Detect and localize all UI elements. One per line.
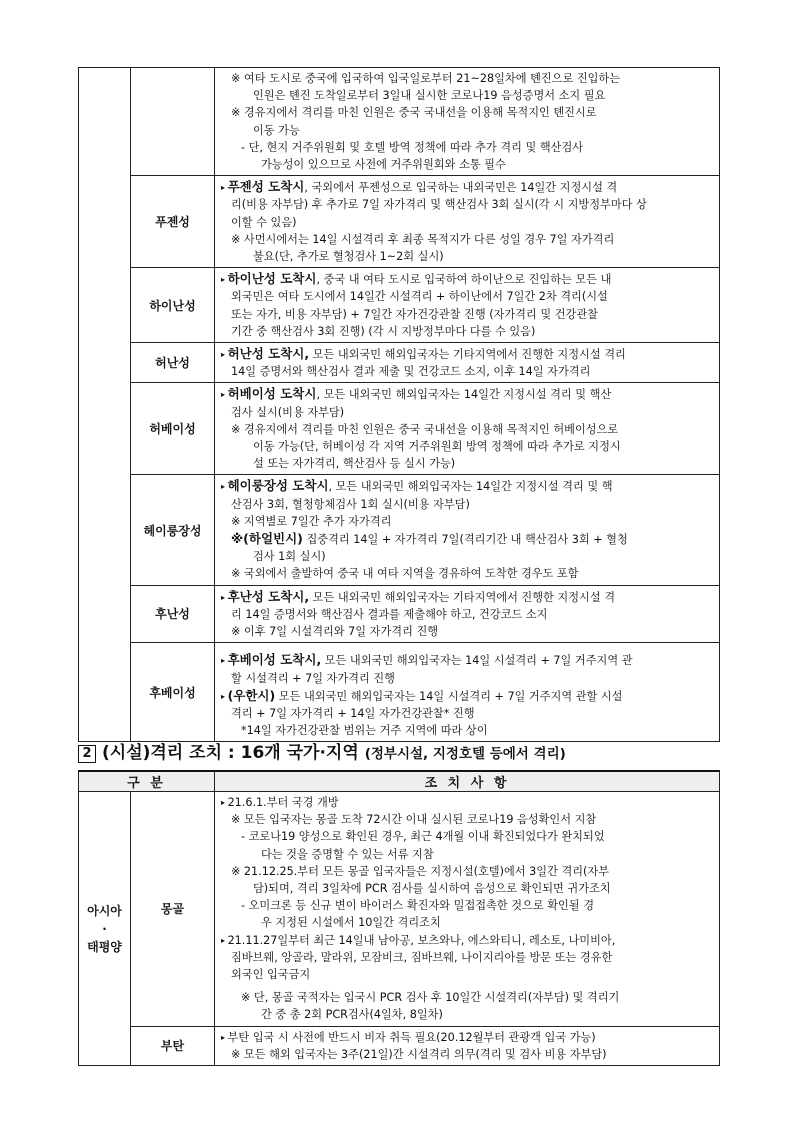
province-name: 푸젠성 — [131, 176, 215, 268]
content-line — [221, 565, 713, 582]
bullet-triangle-icon: ▸ — [221, 183, 228, 193]
bold-lead: (우한시) — [227, 687, 276, 703]
content-line — [221, 214, 713, 231]
bullet-triangle-icon: ▸ — [221, 691, 228, 701]
measures-cell — [215, 792, 720, 1027]
line-text: 모든 내외국민 해외입국자는 기타지역에서 진행한 지정시설 격리 — [309, 348, 626, 362]
line-text: 가능성이 있으므로 사전에 거주위원회와 소통 필수 — [261, 158, 506, 172]
region-part: 아시아 — [87, 903, 122, 918]
table-row — [79, 68, 720, 176]
content-line — [221, 880, 713, 897]
line-text: 모든 내외국민 해외입국자는 14일 시설격리 + 7일 거주지역 관 — [321, 654, 633, 668]
province-name: 허난성 — [131, 343, 215, 383]
line-text: ※ 모든 입국자는 몽골 도착 72시간 이내 실시된 코로나19 음성확인서 지참 — [231, 813, 597, 827]
content-line — [221, 932, 713, 949]
content-line — [221, 421, 713, 438]
province-name: 후난성 — [131, 585, 215, 643]
header-measures: 조 치 사 항 — [215, 771, 720, 792]
line-text: 짐바브웨, 앙골라, 말라위, 모잠비크, 짐바브웨, 나이지리아를 방문 또는 경유한 — [231, 950, 613, 964]
line-text: ※ 사먼시에서는 14일 시설격리 후 최종 목적지가 다른 성일 경우 7일 자가격리 — [231, 232, 615, 246]
line-text: 담)되며, 격리 3일차에 PCR 검사를 실시하여 음성으로 확인되면 귀가조치 — [253, 882, 611, 896]
province-table — [78, 67, 720, 742]
header-category: 구 분 — [79, 771, 215, 792]
content-line — [221, 949, 713, 966]
content-line — [221, 548, 713, 565]
content-line — [221, 323, 713, 340]
region-part: · — [102, 921, 107, 936]
measures-cell — [215, 475, 720, 585]
content-line — [221, 722, 713, 739]
section-note: (정부시설, 지정호텔 등에서 격리) — [364, 746, 566, 762]
bullet-triangle-icon: ▸ — [221, 390, 228, 400]
line-text: 간 중 총 2회 PCR검사(4일차, 8일차) — [261, 1008, 443, 1022]
content-line — [221, 811, 713, 828]
measures-cell — [215, 643, 720, 742]
bold-lead: ※(하얼빈시) — [231, 531, 303, 547]
line-text: 리(비용 자부담) 후 추가로 7일 자가격리 및 핵산검사 3회 실시(각 시 지방정부마다 상 — [231, 198, 647, 212]
line-text: 인원은 톈진 도착일로부터 3일내 실시한 코로나19 음성증명서 소지 필요 — [253, 89, 606, 103]
bullet-triangle-icon: ▸ — [221, 656, 228, 666]
line-text: , 모든 내외국민 해외입국자는 14일간 지정시설 격리 및 핵산 — [316, 388, 612, 402]
line-text: 다는 것을 증명할 수 있는 서류 지참 — [261, 847, 434, 861]
bullet-triangle-icon: ▸ — [221, 935, 228, 945]
content-line — [221, 530, 713, 548]
content-line — [221, 651, 713, 669]
region-cell — [79, 792, 131, 1066]
line-text: 모든 내외국민 해외입국자는 기타지역에서 진행한 지정시설 격 — [309, 590, 616, 604]
measures-cell — [215, 1026, 720, 1065]
table-header-row — [79, 771, 720, 792]
bold-lead: 후난성 도착시, — [227, 588, 310, 604]
table-row — [79, 643, 720, 742]
section-title: (시설)격리 조치 : 16개 국가·지역 — [102, 743, 359, 763]
content-line — [221, 606, 713, 623]
table-row — [79, 1026, 720, 1065]
bullet-triangle-icon: ▸ — [221, 482, 228, 492]
content-line — [221, 477, 713, 495]
line-text: ※ 이후 7일 시설격리와 7일 자가격리 진행 — [231, 625, 439, 639]
measures-cell — [215, 383, 720, 475]
content-line — [221, 196, 713, 213]
line-text: ※ 여타 도시로 중국에 입국하여 입국일로부터 21~28일차에 톈진으로 진입하는 — [231, 72, 621, 85]
measures-cell — [215, 343, 720, 383]
table-row — [79, 475, 720, 585]
line-text: 21.11.27일부터 최근 14일내 남아공, 보츠와나, 에스와티니, 레소토, 나미비아, — [227, 933, 616, 947]
region-cell — [79, 68, 131, 742]
content-line — [221, 1046, 713, 1063]
content-line — [221, 794, 713, 811]
bold-lead: 푸젠성 도착시 — [227, 179, 305, 195]
measures-cell — [215, 176, 720, 268]
content-line — [221, 438, 713, 455]
table-row — [79, 268, 720, 343]
line-text: 외국민은 여타 도시에서 14일간 시설격리 + 하이난에서 7일간 2차 격리(시설 — [231, 290, 608, 304]
content-line — [221, 914, 713, 931]
line-text: 설 또는 자가격리, 핵산검사 등 실시 가능) — [253, 457, 456, 471]
section-number: 2 — [78, 745, 96, 763]
bold-lead: 후베이성 도착시, — [227, 652, 322, 668]
line-text: ※ 21.12.25.부터 모든 몽골 입국자들은 지정시설(호텔)에서 3일간 격리(자부 — [231, 864, 610, 878]
line-text: 이할 수 있음) — [231, 215, 297, 229]
region-part: 태평양 — [87, 939, 122, 954]
line-text: 할 시설격리 + 7일 자가격리 진행 — [231, 671, 395, 685]
content-line — [221, 1029, 713, 1046]
line-text: - 오미크론 등 신규 변이 바이러스 확진자와 밀접접촉한 것으로 확인될 경 — [241, 899, 595, 913]
content-line — [221, 705, 713, 722]
content-line — [221, 496, 713, 513]
content-line — [221, 404, 713, 421]
content-line — [221, 178, 713, 196]
line-text: ※ 경유지에서 격리를 마친 인원은 중국 국내선을 이용해 목적지인 허베이성으로 — [231, 422, 619, 436]
province-name — [131, 68, 215, 176]
content-line — [221, 87, 713, 104]
line-text: - 코로나19 양성으로 확인된 경우, 최근 4개월 이내 확진되었다가 완치되었 — [241, 830, 605, 844]
line-text: 불요(단, 추가로 혈청검사 1~2회 실시) — [253, 250, 444, 264]
province-name: 허베이성 — [131, 383, 215, 475]
content-line — [221, 846, 713, 863]
province-name: 후베이성 — [131, 643, 215, 742]
line-text: 부탄 입국 시 사전에 반드시 비자 취득 필요(20.12월부터 관광객 입국 가능) — [227, 1030, 596, 1044]
content-line — [221, 455, 713, 472]
content-line — [221, 670, 713, 687]
country-name: 몽골 — [131, 792, 215, 1027]
province-name: 헤이룽장성 — [131, 475, 215, 585]
bullet-triangle-icon: ▸ — [221, 1032, 228, 1042]
line-text: 산검사 3회, 혈청항체검사 1회 실시(비용 자부담) — [231, 497, 470, 511]
content-line — [221, 385, 713, 403]
content-line — [221, 345, 713, 363]
line-text: 외국인 입국금지 — [231, 968, 311, 982]
bullet-triangle-icon: ▸ — [221, 275, 228, 285]
line-text: 집중격리 14일 + 자가격리 7일(격리기간 내 핵산검사 3회 + 혈청 — [302, 533, 628, 547]
province-name: 하이난성 — [131, 268, 215, 343]
measures-cell — [215, 585, 720, 643]
content-line — [221, 122, 713, 139]
country-table — [78, 770, 720, 1066]
region-name — [79, 902, 130, 956]
line-text: 검사 1회 실시) — [253, 550, 326, 564]
bold-lead: 허난성 도착시, — [227, 346, 310, 362]
line-text: 또는 자가, 비용 자부담) + 7일간 자가건강관찰 진행 (자가격리 및 건강관찰 — [231, 307, 598, 321]
bullet-triangle-icon: ▸ — [221, 350, 228, 360]
measures-cell — [215, 268, 720, 343]
content-line — [221, 104, 713, 121]
country-name: 부탄 — [131, 1026, 215, 1065]
bold-lead: 헤이룽장성 도착시 — [227, 478, 329, 494]
content-line — [221, 513, 713, 530]
bold-lead: 허베이성 도착시 — [227, 386, 317, 402]
content-line — [221, 687, 713, 705]
line-text: 이동 가능(단, 허베이성 각 지역 거주위원회 방역 정책에 따라 추가로 지정시 — [253, 440, 621, 454]
line-text: ※ 경유지에서 격리를 마친 인원은 중국 국내선을 이용해 목적지인 톈진시로 — [231, 106, 597, 120]
line-text: 리 14일 증명서와 핵산검사 결과를 제출해야 하고, 건강코드 소지 — [231, 607, 548, 621]
measures-cell — [215, 68, 720, 176]
table-row — [79, 176, 720, 268]
content-line — [221, 288, 713, 305]
line-text: ※ 단, 몽골 국적자는 입국시 PCR 검사 후 10일간 시설격리(자부담) 및 격리기 — [241, 991, 620, 1005]
line-text: 이동 가능 — [253, 123, 300, 137]
content-line — [221, 270, 713, 288]
content-line — [221, 863, 713, 880]
line-text: , 국외에서 푸젠성으로 입국하는 내외국민은 14일간 지정시설 격 — [304, 181, 618, 195]
content-line — [221, 588, 713, 606]
table-row — [79, 585, 720, 643]
line-text: - 단, 현지 거주위원회 및 호텔 방역 정책에 따라 추가 격리 및 핵산검사 — [241, 140, 584, 154]
content-line — [221, 828, 713, 845]
content-line — [221, 966, 713, 983]
content-line — [221, 70, 713, 87]
content-line — [221, 231, 713, 248]
line-text: 모든 내외국민 해외입국자는 14일 시설격리 + 7일 거주지역 관할 시설 — [275, 689, 623, 703]
bullet-triangle-icon: ▸ — [221, 798, 228, 807]
content-line — [221, 139, 713, 156]
content-line — [221, 248, 713, 265]
content-line — [221, 989, 713, 1006]
line-text: 우 지정된 시설에서 10일간 격리조치 — [261, 916, 441, 930]
content-line — [221, 897, 713, 914]
section-2-heading — [78, 738, 566, 763]
content-line — [221, 156, 713, 173]
content-line — [221, 306, 713, 323]
line-text: 검사 실시(비용 자부담) — [231, 405, 345, 419]
line-text: ※ 지역별로 7일간 추가 자가격리 — [231, 514, 392, 528]
line-text: 격리 + 7일 자가격리 + 14일 자가건강관찰* 진행 — [231, 706, 475, 720]
line-text: *14일 자가건강관찰 범위는 거주 지역에 따라 상이 — [241, 724, 488, 738]
line-text: ※ 모든 해외 입국자는 3주(21일)간 시설격리 의무(격리 및 검사 비용 자부담) — [231, 1047, 607, 1061]
bold-lead: 하이난성 도착시 — [227, 271, 317, 287]
table-row — [79, 792, 720, 1027]
content-line — [221, 1006, 713, 1023]
line-text: 14일 증명서와 핵산검사 결과 제출 및 건강코드 소지, 이후 14일 자가격리 — [231, 365, 591, 379]
line-text: ※ 국외에서 출발하여 중국 내 여타 지역을 경유하여 도착한 경우도 포함 — [231, 567, 579, 581]
table-row — [79, 343, 720, 383]
line-text: 기간 중 핵산검사 3회 진행) (각 시 지방정부마다 다를 수 있음) — [231, 324, 536, 338]
line-text: , 모든 내외국민 해외입국자는 14일간 지정시설 격리 및 핵 — [328, 480, 613, 494]
line-text: 21.6.1.부터 국경 개방 — [227, 796, 339, 809]
table-row — [79, 383, 720, 475]
content-line — [221, 623, 713, 640]
line-text: , 중국 내 여타 도시로 입국하여 하이난으로 진입하는 모든 내 — [316, 273, 612, 287]
content-line — [221, 363, 713, 380]
bullet-triangle-icon: ▸ — [221, 592, 228, 602]
